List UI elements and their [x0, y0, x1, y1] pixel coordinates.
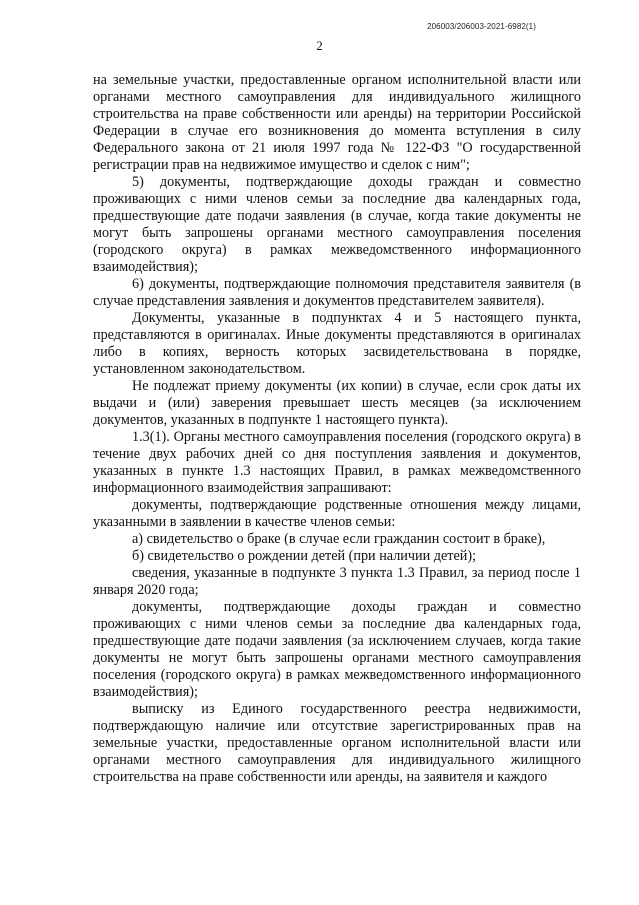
paragraph-1-3-1: 1.3(1). Органы местного самоуправления поселения (городского округа) в течение двух рабочих дней со дня поступления заявления и документов, указанных в пункте 1.3 настоящих Правил, в рамках межведомственного информационного взаимодействия запрашивают: — [93, 429, 581, 496]
paragraph-item-6: 6) документы, подтверждающие полномочия представителя заявителя (в случае представления заявления и документов представителем заявителя). — [93, 276, 581, 309]
document-body — [93, 72, 581, 786]
paragraph-marriage-certificate: а) свидетельство о браке (в случае если гражданин состоит в браке), — [132, 531, 546, 547]
paragraph-originals: Документы, указанные в подпунктах 4 и 5 настоящего пункта, представляются в оригиналах. Иные документы представляются в оригиналах либо в копиях, верность которых засвидетельствована в порядке, установленном законодательством. — [93, 310, 581, 377]
document-id: 206003/206003-2021-6982(1) — [427, 22, 536, 31]
paragraph-kinship-documents: документы, подтверждающие родственные отношения между лицами, указанными в заявлении в качестве членов семьи: — [93, 497, 581, 530]
paragraph-birth-certificate: б) свидетельство о рождении детей (при наличии детей); — [132, 548, 477, 564]
paragraph-information-period: сведения, указанные в подпункте 3 пункта 1.3 Правил, за период после 1 января 2020 года; — [93, 565, 581, 598]
paragraph-continuation: на земельные участки, предоставленные органом исполнительной власти или органами местного самоуправления для индивидуального жилищного строительства на праве собственности или аренды) на территории Российской Федерации в случае его возникновения до момента вступления в силу Федерального закона от 21 июля 1997 года № 122-ФЗ "О государственной регистрации прав на недвижимое имущество и сделок с ним"; — [93, 72, 581, 173]
paragraph-registry-extract: выписку из Единого государственного реестра недвижимости, подтверждающую наличие или отсутствие зарегистрированных прав на земельные участки, предоставленные органом исполнительной власти или органами местного самоуправления для индивидуального жилищного строительства на праве собственности или аренды, на заявителя и каждого — [93, 701, 581, 785]
paragraph-rejection: Не подлежат приему документы (их копии) в случае, если срок даты их выдачи и (или) заверения превышает шесть месяцев (за исключением документов, указанных в подпункте 1 настоящего пункта). — [93, 378, 581, 428]
paragraph-income-documents: документы, подтверждающие доходы граждан и совместно проживающих с ними членов семьи за последние два календарных года, предшествующие дате подачи заявления (за исключением случаев, когда такие документы не могут быть запрошены органами местного самоуправления поселения (городского округа) в рамках межведомственного информационного взаимодействия); — [93, 599, 581, 700]
paragraph-item-5: 5) документы, подтверждающие доходы граждан и совместно проживающих с ними членов семьи за последние два календарных года, предшествующие дате подачи заявления (в случае, когда такие документы не могут быть запрошены органами местного самоуправления поселения (городского округа) в рамках межведомственного информационного взаимодействия); — [93, 174, 581, 275]
page-number: 2 — [316, 38, 323, 53]
